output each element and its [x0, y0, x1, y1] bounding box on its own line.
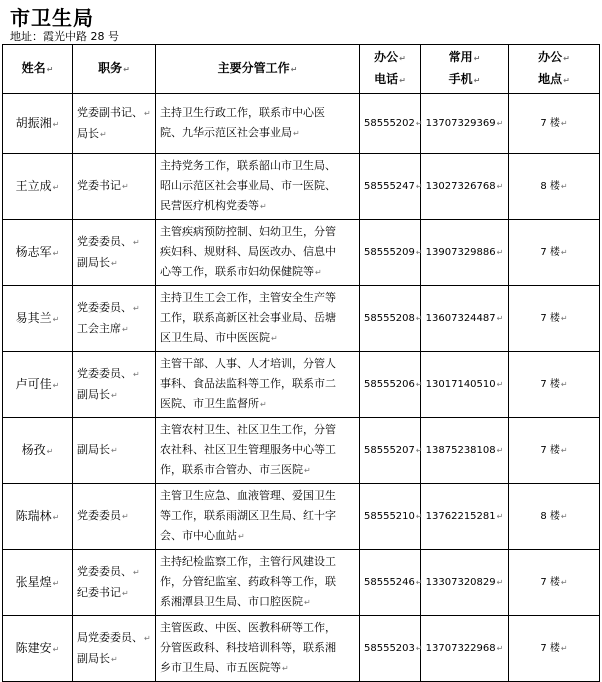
cell-mobile: 13307320829↵ [421, 550, 509, 616]
duty-line: 等工作，联系雨湖区卫生局、红十字 [160, 509, 336, 522]
cell-position: 副局长↵ [73, 418, 156, 484]
cell-duties: 主持卫生行政工作，联系市中心医 院、九华示范区社会事业局↵ [156, 94, 360, 154]
position-line: 局党委委员、 [77, 630, 143, 644]
office-phone-text: 58555247 [364, 180, 415, 192]
duty-line: 主持卫生行政工作，联系市中心医 [160, 106, 325, 119]
name-text: 胡振湘 [15, 115, 52, 130]
cell-mobile: 13707322968↵ [421, 616, 509, 682]
cell-position: 党委委员、↵ 纪委书记↵ [73, 550, 156, 616]
name-text: 杨志军 [15, 244, 52, 259]
duty-line: 主管农村卫生、社区卫生工作，分管 [160, 423, 336, 436]
cell-name: 卢可佳↵ [3, 352, 73, 418]
cell-mobile: 13017140510↵ [421, 352, 509, 418]
cell-position: 党委副书记、↵ 局长↵ [73, 94, 156, 154]
cell-mobile: 13907329886↵ [421, 220, 509, 286]
table-row [3, 616, 600, 682]
cell-office-phone: 58555207↵ [360, 418, 421, 484]
position-line: 副局长 [77, 387, 110, 401]
position-line: 副局长 [77, 443, 110, 456]
position-line: 纪委书记 [77, 585, 121, 599]
cell-duties: 主持纪检监察工作，主管行风建设工 作，分管纪监室、药政科等工作，联 系湘潭县卫生局、市口腔医院↵ [156, 550, 360, 616]
table-row [3, 418, 600, 484]
duty-line: 农社科、社区卫生管理服务中心等工 [160, 443, 336, 456]
office-phone-text: 58555206 [364, 378, 415, 390]
office-phone-text: 58555246 [364, 576, 415, 588]
duty-line: 区卫生局、市中医医院 [160, 331, 270, 344]
header-position: 职务↵ [73, 45, 156, 94]
cell-mobile: 13607324487↵ [421, 286, 509, 352]
cell-office-phone: 58555209↵ [360, 220, 421, 286]
cell-office-phone: 58555246↵ [360, 550, 421, 616]
cell-name: 王立成↵ [3, 154, 73, 220]
duty-line: 工作，联系高新区社会事业局、岳塘 [160, 311, 336, 324]
table-row [3, 550, 600, 616]
table-body [3, 94, 600, 682]
name-text: 张星煌 [15, 574, 52, 589]
header-name: 姓名↵ [3, 45, 73, 94]
header-mobile: 常用↵ 手机↵ [421, 45, 509, 94]
position-line: 副局长 [77, 255, 110, 269]
cell-office-location: 7 楼↵ [509, 286, 600, 352]
cell-name: 陈建安↵ [3, 616, 73, 682]
duty-line: 主管干部、人事、人才培训，分管人 [160, 357, 336, 370]
cell-office-location: 7 楼↵ [509, 220, 600, 286]
office-location-text: 7 楼 [540, 246, 560, 258]
cell-position: 党委委员↵ [73, 484, 156, 550]
cell-position: 党委委员、↵ 工会主席↵ [73, 286, 156, 352]
office-phone-text: 58555209 [364, 246, 415, 258]
office-phone-text: 58555202 [364, 117, 415, 129]
mobile-text: 13017140510 [425, 378, 496, 390]
name-text: 陈建安 [15, 640, 52, 655]
address-line [10, 28, 119, 44]
cell-mobile: 13707329369↵ [421, 94, 509, 154]
office-location-text: 7 楼 [540, 444, 560, 456]
table-row [3, 94, 600, 154]
table-header-row [3, 45, 600, 94]
table-row [3, 352, 600, 418]
duty-line: 主持党务工作，联系韶山市卫生局、 [160, 159, 336, 172]
cell-duties: 主管农村卫生、社区卫生工作，分管 农社科、社区卫生管理服务中心等工 作，联系市合管办、市三医院↵ [156, 418, 360, 484]
cell-office-phone: 58555202↵ [360, 94, 421, 154]
cell-office-location: 7 楼↵ [509, 616, 600, 682]
position-line: 党委委员、 [77, 564, 132, 578]
office-location-text: 7 楼 [540, 642, 560, 654]
duty-line: 分管医政科、科技培训科等，联系湘 [160, 641, 336, 654]
cell-name: 杨志军↵ [3, 220, 73, 286]
cell-mobile: 13875238108↵ [421, 418, 509, 484]
staff-directory-table [2, 44, 600, 682]
cell-position: 党委书记↵ [73, 154, 156, 220]
office-phone-text: 58555203 [364, 642, 415, 654]
office-phone-text: 58555210 [364, 510, 415, 522]
duty-line: 院、九华示范区社会事业局 [160, 126, 292, 139]
cell-position: 党委委员、↵ 副局长↵ [73, 220, 156, 286]
mobile-text: 13307320829 [425, 576, 496, 588]
cell-office-location: 7 楼↵ [509, 550, 600, 616]
cell-name: 张星煌↵ [3, 550, 73, 616]
mobile-text: 13762215281 [425, 510, 496, 522]
office-phone-text: 58555207 [364, 444, 415, 456]
name-text: 杨孜 [21, 442, 46, 457]
cell-office-phone: 58555206↵ [360, 352, 421, 418]
cell-office-location: 7 楼↵ [509, 418, 600, 484]
duty-line: 心等工作，联系市妇幼保健院等 [160, 265, 314, 278]
cell-duties: 主管干部、人事、人才培训，分管人 事科、食品法监科等工作，联系市二 医院、市卫生监督所↵ [156, 352, 360, 418]
cell-name: 胡振湘↵ [3, 94, 73, 154]
cell-name: 杨孜↵ [3, 418, 73, 484]
cell-duties: 主管卫生应急、血液管理、爱国卫生 等工作，联系雨湖区卫生局、红十字 会、市中心血站↵ [156, 484, 360, 550]
position-line: 党委书记 [77, 179, 121, 192]
cell-office-location: 8 楼↵ [509, 484, 600, 550]
office-location-text: 7 楼 [540, 117, 560, 129]
position-line: 党委副书记、 [77, 105, 143, 119]
duty-line: 主持纪检监察工作，主管行风建设工 [160, 555, 336, 568]
position-line: 党委委员、 [77, 300, 132, 314]
office-phone-text: 58555208 [364, 312, 415, 324]
duty-line: 主管疾病预防控制、妇幼卫生，分管 [160, 225, 336, 238]
position-line: 党委委员 [77, 509, 121, 522]
duty-line: 作，分管纪监室、药政科等工作，联 [160, 575, 336, 588]
cell-position: 局党委委员、↵ 副局长↵ [73, 616, 156, 682]
cell-office-location: 8 楼↵ [509, 154, 600, 220]
mobile-text: 13875238108 [425, 444, 496, 456]
mobile-text: 13907329886 [425, 246, 496, 258]
duty-line: 医院、市卫生监督所 [160, 397, 259, 410]
cell-mobile: 13027326768↵ [421, 154, 509, 220]
header-duties: 主要分管工作↵ [156, 45, 360, 94]
cell-duties: 主持卫生工会工作，主管安全生产等 工作，联系高新区社会事业局、岳塘 区卫生局、市中医医院↵ [156, 286, 360, 352]
office-location-text: 7 楼 [540, 576, 560, 588]
duty-line: 系湘潭县卫生局、市口腔医院 [160, 595, 303, 608]
name-text: 卢可佳 [15, 376, 52, 391]
position-line: 工会主席 [77, 321, 121, 335]
position-line: 局长 [77, 126, 99, 140]
position-line: 副局长 [77, 651, 110, 665]
office-location-text: 7 楼 [540, 312, 560, 324]
table-row [3, 154, 600, 220]
mobile-text: 13707329369 [425, 117, 496, 129]
cell-name: 陈瑞林↵ [3, 484, 73, 550]
duty-line: 主管卫生应急、血液管理、爱国卫生 [160, 489, 336, 502]
cell-name: 易其兰↵ [3, 286, 73, 352]
office-location-text: 8 楼 [540, 180, 560, 192]
office-location-text: 7 楼 [540, 378, 560, 390]
office-location-text: 8 楼 [540, 510, 560, 522]
cell-office-phone: 58555208↵ [360, 286, 421, 352]
cell-office-phone: 58555247↵ [360, 154, 421, 220]
duty-line: 民营医疗机构党委等 [160, 199, 259, 212]
duty-line: 疾妇科、规财科、局医改办、信息中 [160, 245, 336, 258]
table-row [3, 484, 600, 550]
cell-mobile: 13762215281↵ [421, 484, 509, 550]
mobile-text: 13607324487 [425, 312, 496, 324]
cell-duties: 主持党务工作，联系韶山市卫生局、 昭山示范区社会事业局、市一医院、 民营医疗机构党委等↵ [156, 154, 360, 220]
cell-office-phone: 58555203↵ [360, 616, 421, 682]
address-text: 地址：霞光中路 28 号 [10, 30, 119, 43]
duty-line: 事科、食品法监科等工作，联系市二 [160, 377, 336, 390]
position-line: 党委委员、 [77, 234, 132, 248]
duty-line: 主管医政、中医、医教科研等工作， [160, 621, 336, 634]
position-line: 党委委员、 [77, 366, 132, 380]
cell-office-phone: 58555210↵ [360, 484, 421, 550]
table-row [3, 220, 600, 286]
duty-line: 昭山示范区社会事业局、市一医院、 [160, 179, 336, 192]
duty-line: 会、市中心血站 [160, 529, 237, 542]
cell-office-location: 7 楼↵ [509, 94, 600, 154]
name-text: 王立成 [15, 178, 52, 193]
header-office-location: 办公↵ 地点↵ [509, 45, 600, 94]
name-text: 易其兰 [15, 310, 52, 325]
duty-line: 作，联系市合管办、市三医院 [160, 463, 303, 476]
cell-duties: 主管疾病预防控制、妇幼卫生，分管 疾妇科、规财科、局医改办、信息中 心等工作，联系市妇幼保健院等↵ [156, 220, 360, 286]
duty-line: 乡市卫生局、市五医院等 [160, 661, 281, 674]
name-text: 陈瑞林 [15, 508, 52, 523]
cell-position: 党委委员、↵ 副局长↵ [73, 352, 156, 418]
header-office-phone: 办公↵ 电话↵ [360, 45, 421, 94]
cell-duties: 主管医政、中医、医教科研等工作， 分管医政科、科技培训科等，联系湘 乡市卫生局、市五医院等↵ [156, 616, 360, 682]
page-title: 市卫生局 [10, 6, 94, 30]
mobile-text: 13027326768 [425, 180, 496, 192]
mobile-text: 13707322968 [425, 642, 496, 654]
table-row [3, 286, 600, 352]
duty-line: 主持卫生工会工作，主管安全生产等 [160, 291, 336, 304]
cell-office-location: 7 楼↵ [509, 352, 600, 418]
